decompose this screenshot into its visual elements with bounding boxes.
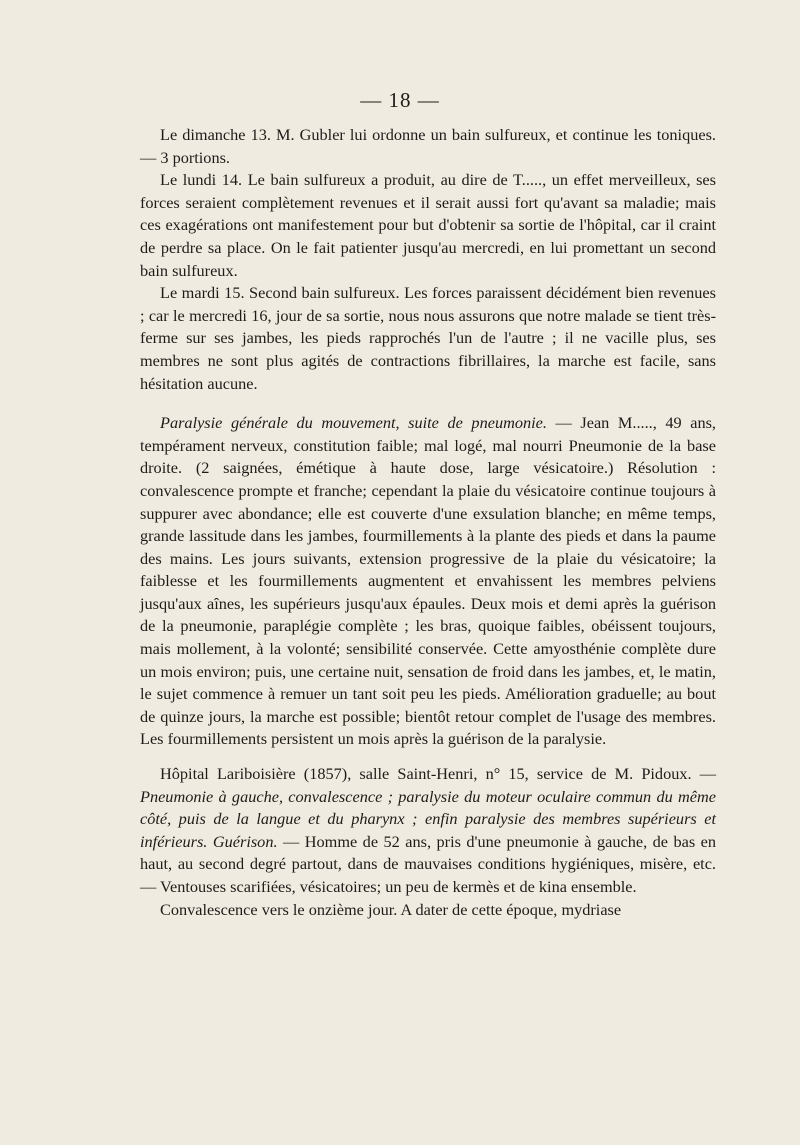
hospital-intro: Hôpital Lariboisière (1857), salle Saint-Henri, n° 15, service de M. Pidoux. — xyxy=(160,764,716,784)
page-number: — 18 — xyxy=(360,88,440,112)
case-description: — Jean M....., 49 ans, tempérament nerveux, constitution faible; mal logé, mal nourri Pneumonie de la base droite. (2 saignées, émétique à haute dose, large vésicatoire.) Résolution : convalescence prompte et franche; cependant la plaie du vésicatoire continue toujours à suppurer avec abondance; elle est couverte d'une exsulation blanche; en même temps, grande lassitude dans les jambes, fourmillements à la plante des pieds et dans la paume des mains. Les jours suivants, extension progressive de la plaie du vésicatoire; la faiblesse et les fourmillements augmentent et envahissent les membres pelviens jusqu'aux aînes, les supérieurs jusqu'aux épaules. Deux mois et demi après la guérison de la pneumonie, paraplégie complète ; les bras, quoique faibles, obéissent toujours, mais mollement, à la volonté; sensibilité conservée. Cette amyosthénie complète dure un mois environ; puis, une certaine nuit, sensation de froid dans les jambes, et, le matin, le sujet commence à remuer un tant soit peu les pieds. Amélioration graduelle; au bout de quinze jours, la marche est possible; bientôt retour complet de l'usage des membres. Les fourmillements persistent un mois après la guérison de la paralysie. xyxy=(140,413,717,749)
body-text xyxy=(140,124,716,921)
case-title-italic: Paralysie générale du mouvement, suite de pneumonie. xyxy=(160,413,547,433)
paragraph-hospital-case xyxy=(140,763,716,899)
paragraph-sunday: Le dimanche 13. M. Gubler lui ordonne un bain sulfureux, et continue les toniques. — 3 portions. xyxy=(140,125,716,167)
paragraph-convalescence: Convalescence vers le onzième jour. A dater de cette époque, mydriase xyxy=(160,899,622,919)
paragraph-tuesday: Le mardi 15. Second bain sulfureux. Les forces paraissent décidément bien revenues ; car le mercredi 16, jour de sa sortie, nous nous assurons que notre malade se tient très-ferme sur ses jambes, les pieds rapprochés l'un de l'autre ; il ne vacille plus, ses membres ne sont plus agités de contractions fibrillaires, la marche est facile, sans hésitation aucune. xyxy=(140,283,716,393)
paragraph-case-paralysis xyxy=(140,412,716,751)
paragraph-monday: Le lundi 14. Le bain sulfureux a produit, au dire de T....., un effet merveilleux, ses forces seraient complètement revenues et il serait aussi fort qu'avant sa maladie; mais ces exagérations ont manifestement pour but d'obtenir sa sortie de l'hôpital, car il craint de perdre sa place. On le fait patienter jusqu'au mercredi, en lui promettant un second bain sulfureux. xyxy=(140,170,716,280)
hospital-case-title-italic: Pneumonie à gauche, convalescence ; paralysie du moteur oculaire commun du même côté, puis de la langue et du pharynx ; enfin paralysie des membres supérieurs et inférieurs. Guérison. xyxy=(140,786,716,851)
hospital-case-description: — Homme de 52 ans, pris d'une pneumonie à gauche, de bas en haut, au second degré partout, dans de mauvaises conditions hygiéniques, misère, etc. — Ventouses scarifiées, vésicatoires; un peu de kermès et de kina ensemble. xyxy=(140,831,716,896)
